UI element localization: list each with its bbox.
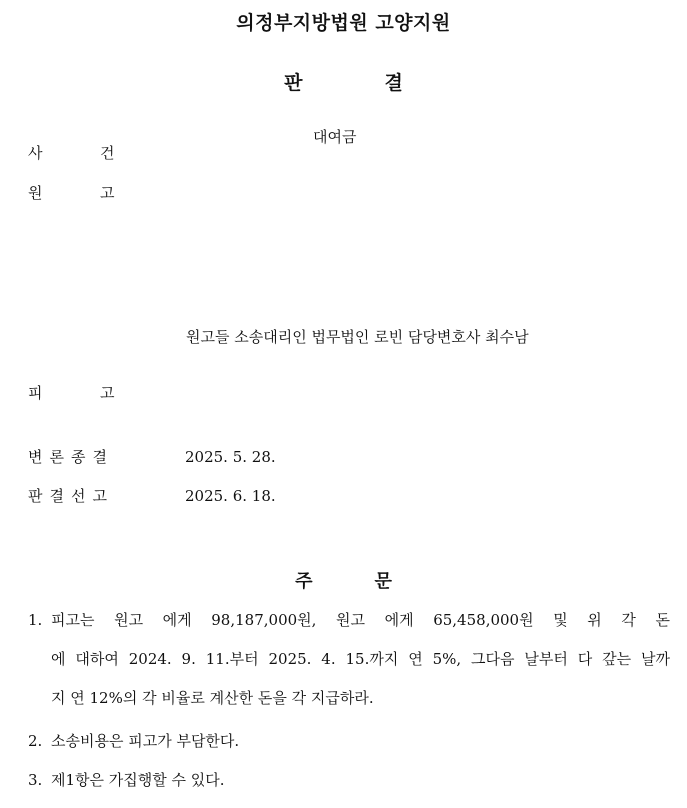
order-item-2: [28, 722, 670, 761]
case-value: 대여금: [313, 128, 357, 146]
order-item-number: 3.: [28, 771, 43, 789]
document-title: [0, 68, 687, 95]
closing-date: 2025. 5. 28.: [185, 448, 276, 466]
closing-row: [28, 446, 276, 468]
order-item-line: 제1항은 가집행할 수 있다.: [51, 771, 225, 789]
order-item-line: 에 대하여 2024. 9. 11.부터 2025. 4. 15.까지 연 5%, 그다음 날부터 다 갚는 날까: [51, 650, 670, 668]
order-heading: 주 문: [295, 571, 392, 592]
case-row: 사 건 대여금: [28, 128, 357, 162]
order-item-line: 소송비용은 피고가 부담한다.: [51, 732, 240, 750]
plaintiff-counsel: 원고들 소송대리인 법무법인 로빈 담당변호사 최수남: [186, 328, 529, 346]
document-title-char-1: 판: [284, 72, 303, 94]
judgment-label: 판결선고: [28, 487, 114, 505]
judgment-row: [28, 485, 276, 507]
order-item-line: 피고는 원고 에게 98,187,000원, 원고 에게 65,458,000원 및 위 각 돈: [51, 611, 670, 629]
court-name: 의정부지방법원 고양지원: [236, 12, 451, 34]
order-item-3: [28, 761, 670, 800]
document-title-char-2: 결: [384, 72, 403, 94]
judgment-date: 2025. 6. 18.: [185, 487, 276, 505]
order-item-number: 1.: [28, 611, 43, 629]
order-item-number: 2.: [28, 732, 43, 750]
order-item-1: [28, 601, 670, 718]
plaintiff-row: 원 고: [28, 184, 115, 202]
order-item-line: 지 연 12%의 각 비율로 계산한 돈을 각 지급하라.: [51, 689, 374, 707]
closing-label: 변론종결: [28, 448, 114, 466]
defendant-row: 피 고: [28, 384, 115, 402]
